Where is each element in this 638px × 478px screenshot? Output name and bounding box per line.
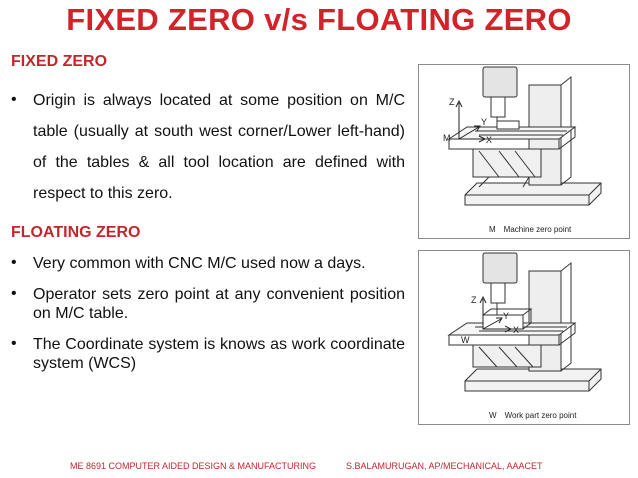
machine-diagram (419, 65, 629, 238)
floating-bullet-2 (11, 285, 405, 323)
slide-title: FIXED ZERO v/s FLOATING ZERO (66, 2, 572, 37)
origin-label: W (461, 335, 470, 345)
footer-author: S.BALAMURUGAN, AP/MECHANICAL, AAACET (346, 461, 543, 471)
bullet-dot: • (11, 254, 17, 271)
bullet-dot: • (11, 91, 17, 108)
figure-caption (489, 411, 576, 420)
footer-course: ME 8691 COMPUTER AIDED DESIGN & MANUFACTURING (70, 461, 317, 471)
machine-diagram (419, 251, 629, 424)
fixed-zero-heading: FIXED ZERO (11, 53, 108, 70)
caption-text: Work part zero point (504, 411, 577, 420)
floating-bullet-3 (11, 335, 405, 373)
axis-x-label: X (486, 135, 493, 145)
fixed-zero-bullet (11, 85, 405, 209)
fixed-zero-text: Origin is always located at some position on M/C table (usually at south west corner/Lower left-hand) of the tables & all tool location are defined with respect to this zero. (33, 92, 405, 202)
caption-text: Machine zero point (503, 225, 572, 234)
origin-label: M (443, 133, 451, 143)
axis-z-label: Z (449, 97, 455, 107)
axis-z-label: Z (471, 295, 477, 305)
floating-bullet-2-text: Operator sets zero point at any convenient position on M/C table. (33, 286, 405, 322)
floating-zero-heading: FLOATING ZERO (11, 224, 141, 241)
caption-key: M (489, 225, 496, 234)
work-zero-figure (418, 250, 630, 425)
bullet-dot: • (11, 335, 17, 352)
axis-y-label: Y (503, 311, 510, 321)
caption-key: W (489, 411, 497, 420)
floating-bullet-1 (11, 254, 405, 273)
floating-bullet-1-text: Very common with CNC M/C used now a days. (33, 255, 366, 272)
machine-zero-figure (418, 64, 630, 239)
floating-bullet-3-text: The Coordinate system is knows as work coordinate system (WCS) (33, 336, 405, 372)
axis-x-label: X (513, 325, 520, 335)
bullet-dot: • (11, 285, 17, 302)
axis-y-label: Y (481, 117, 488, 127)
figure-caption (489, 225, 571, 234)
